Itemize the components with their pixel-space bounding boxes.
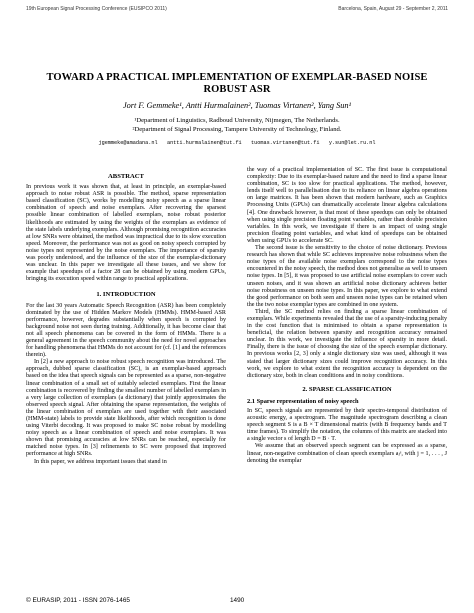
- body-paragraph: In SC, speech signals are represented by their spectro-temporal distribution of acoustic energy, a spectrogram. The magnitude spectrogram describing a clean speech segment S is a B × T dimensional matrix (with B frequency bands and T time frames). To simplify the notation, the columns of this matrix are stacked into a single vector s of length D = B · T.: [247, 408, 447, 443]
- paper-title: TOWARD A PRACTICAL IMPLEMENTATION OF EXEMPLAR-BASED NOISE ROBUST ASR: [46, 72, 428, 95]
- body-paragraph: The second issue is the sensitivity to the choice of noise dictionary. Previous research has shown that while SC achieves impressive noise robustness when the noise types of the available noise exemplars correspond to the noise types encountered in the noisy speech, the method does not generalise as well to unseen noise types. In [5], it was proposed to use artificial noise exemplars to cover such unseen noises, and it was shown an artificial noise dictionary achieves better noise robustness on unseen noise types. In this paper, we explore to what extend the good performance on both seen and unseen noise types can be retained when the the two noise exemplar types are combined in one system.: [247, 245, 447, 308]
- page-number: 1490: [230, 597, 245, 604]
- running-header: [26, 6, 448, 16]
- conference-location-date: Barcelona, Spain, August 29 - September 2, 2011: [338, 6, 448, 12]
- affiliation-1: ¹Department of Linguistics, Radboud University, Nijmegen, The Netherlands.: [134, 117, 340, 124]
- abstract-text: In previous work it was shown that, at least in principle, an exemplar-based approach to noise robust ASR is possible. The method, sparse representation based classification (SC), works by modelling noisy speech as a sparse linear combination of speech and noise exemplars. After recovering the sparsest possible linear combination of labelled exemplars, noise robust posterior likelihoods are estimated by using the weights of the exemplars as evidence of the state labels underlying exemplars. Although promising recognition accuracies at low SNRs were obtained, the method was impractical due to its slow execution speed. Moreover, the performance was not as good on noisy speech corrupted by noise types not represented by the noise exemplars. The importance of sparsity was poorly understood, and the influence of the size of the exemplar-dictionary was unclear. In this paper we investigate all these issues, and we show for example that speedups of a factor 28 can be obtained by using modern GPUs, bringing its execution speed within range to practical applications.: [26, 184, 226, 283]
- affiliation-2: ²Department of Signal Processing, Tampere University of Technology, Finland.: [132, 126, 342, 133]
- body-paragraph: the way of a practical implementation of SC. The first issue is computational complexity: Due to its exemplar-based nature and the need to find a sparse linear combination, SC is too slow for practical applications. The method, however, lends itself well to parallelisation due to its reliance on linear algebra operations on large matrices. It has been shown that modern hardware, such as Graphics Processing Units (GPUs) can dramatically accelerate linear algebra calculations [4]. One drawback however, is that most of these speedups can only be obtained when using single precision floating point variables, rather than double precision variables. In this work, we investigate if there is an impact of using single precision floating point variables, and what kind of speedups can be obtained when using GPUs to accelerate SC.: [247, 167, 447, 244]
- right-column: [247, 167, 447, 465]
- introduction-heading: 1. INTRODUCTION: [96, 291, 156, 299]
- body-paragraph: We assume that an observed speech segment can be expressed as a sparse, linear, non-negative combination of clean speech exemplars aⱼˢ, with j = 1, . . . , J denoting the exemplar: [247, 443, 447, 464]
- section-2-heading: 2. SPARSE CLASSIFICATION: [302, 385, 392, 393]
- abstract-heading: ABSTRACT: [108, 173, 144, 180]
- intro-paragraph: In this paper, we address important issues that stand in: [34, 458, 167, 465]
- intro-paragraph: In [2] a new approach to noise robust speech recognition was introduced. The approach, dubbed sparse classification (SC), is an exemplar-based approach based on the idea that speech signals can be represented as a sparse, non-negative linear combination of a small set of suitably selected exemplars. First the linear combination is recovered by finding the smallest number of labelled exemplars in a very large collection of exemplars (a dictionary) that jointly approximates the observed speech signal. After obtaining the sparse representation, the weights of the linear combination of exemplars are used together with their associated (HMM-state) labels to provide state likelihoods, after which recognition is done using Viterbi decoding. It was proposed to make SC noise robust by modelling noisy speech as a linear combination of speech and noise exemplars. It was shown that promising accuracies at low SNRs can be reached, especially for matched noise types. In [3] refinements to SC were proposed that improved performance at high SNRs.: [26, 359, 226, 458]
- left-column: [26, 167, 226, 466]
- copyright-issn: © EURASIP, 2011 - ISSN 2076-1465: [26, 597, 130, 604]
- subsection-2-1-heading: 2.1 Sparse representation of noisy speech: [247, 397, 359, 405]
- intro-paragraph: For the last 30 years Automatic Speech Recognition (ASR) has been completely dominated by the use of Hidden Markov Models (HMMs). HMM-based ASR performance, however, degrades substantially when speech is corrupted by background noise not seen during training. Additionally, it has become clear that not all speech phenomena can be covered in the form of HMMs. There is a general agreement in the speech community about the need for novel approaches for handling phenomena that HMMs do not account for (cf. [1] and the references therein).: [26, 302, 226, 359]
- body-paragraph: Third, the SC method relies on finding a sparse linear combination of exemplars. While experiments revealed that the use of a sparsity-inducing penalty in the cost function that is minimised to obtain a sparse representation is beneficial, the relation between sparsity and recognition accuracy remained unclear. In this work, we investigate the influence of sparsity in more detail. Finally, there is the issue of choosing the size of the speech exemplar dictionary. In previous works [2, 3] only a single dictionary size was used, although it was stated that larger dictionary sizes could improve recognition accuracy. In this work, we explore to what extent the recognition accuracy is dependent on the dictionary size, both in clean conditions and in noisy conditions.: [247, 308, 447, 379]
- author-emails: jgemmeke@amadana.nl antti.hurmalainen@tut.fi tuomas.virtanen@tut.fi y.sun@let.ru.nl: [98, 140, 376, 146]
- page-footer: [26, 597, 448, 607]
- paper-authors: Jort F. Gemmeke¹, Antti Hurmalainen², Tuomas Virtanen², Yang Sun¹: [122, 101, 352, 110]
- conference-name: 19th European Signal Processing Conference (EUSIPCO 2011): [26, 6, 167, 12]
